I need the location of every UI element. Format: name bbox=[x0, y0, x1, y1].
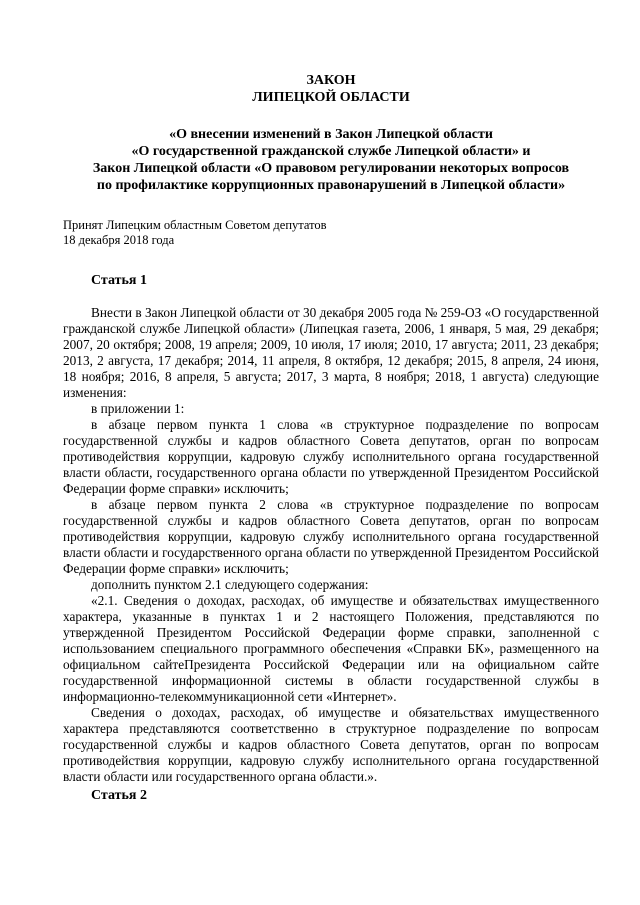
article-1-paragraph: дополнить пунктом 2.1 следующего содержания: bbox=[91, 577, 369, 592]
article-2-heading: Статья 2 bbox=[91, 788, 147, 803]
article-1-body bbox=[63, 305, 599, 785]
article-1-heading: Статья 1 bbox=[91, 273, 147, 288]
subtitle-line-4: по профилактике коррупционных правонарушений в Липецкой области» bbox=[96, 178, 566, 193]
law-title bbox=[63, 72, 599, 106]
law-title-line-2: ЛИПЕЦКОЙ ОБЛАСТИ bbox=[252, 90, 410, 105]
article-1-paragraph: в абзаце первом пункта 1 слова «в структурное подразделение по вопросам государственной службы и кадров областного Совета депутатов, орган по вопросам противодействия коррупции, кадровую службу исполнительного органа государственной власти области, государственного органа области по утвержденной Президентом Российской Федерации форме справки» исключить; bbox=[63, 417, 599, 496]
article-1-paragraph: Внести в Закон Липецкой области от 30 декабря 2005 года № 259-ОЗ «О государственной гражданской службе Липецкой области» (Липецкая газета, 2006, 1 января, 5 мая, 29 декабря; 2007, 20 октября; 2008, 19 апреля; 2009, 10 июля, 17 июля; 2010, 17 августа; 2011, 23 декабря; 2013, 2 августа, 17 декабря; 2014, 11 апреля, 8 октября, 12 декабря; 2015, 8 апреля, 24 июня, 18 ноября; 2016, 8 апреля, 5 августа; 2017, 3 марта, 8 ноября; 2018, 1 августа) следующие изменения: bbox=[63, 305, 599, 400]
adoption-date: 18 декабря 2018 года bbox=[63, 233, 175, 247]
article-1-paragraph: в приложении 1: bbox=[91, 401, 185, 416]
law-subtitle bbox=[63, 126, 599, 194]
subtitle-line-2: «О государственной гражданской службе Липецкой области» и bbox=[131, 144, 531, 159]
article-1-paragraph: «2.1. Сведения о доходах, расходах, об имуществе и обязательствах имущественного характера, указанные в пунктах 1 и 2 настоящего Положения, представляются по утвержденной Президентом Российской Федерации форме справки, заполненной с использованием специального программного обеспечения «Справки БК», размещенного на официальном сайтеПрезидента Российской Федерации или на официальном сайте государственной информационной системы в области государственной службы в информационно-телекоммуникационной сети «Интернет». bbox=[63, 593, 599, 704]
adoption-note-line-1: Принят Липецким областным Советом депутатов bbox=[63, 218, 327, 232]
law-title-line-1: ЗАКОН bbox=[306, 73, 356, 88]
adoption-note bbox=[63, 218, 599, 248]
subtitle-line-3: Закон Липецкой области «О правовом регулировании некоторых вопросов bbox=[92, 161, 570, 176]
document-page bbox=[63, 72, 599, 804]
article-1-paragraph: Сведения о доходах, расходах, об имуществе и обязательствах имущественного характера представляются соответственно в структурное подразделение по вопросам государственной службы и кадров областного Совета депутатов, орган по вопросам противодействия коррупции, кадровую службу исполнительного органа государственной власти области или государственного органа области.». bbox=[63, 705, 599, 784]
article-1-paragraph: в абзаце первом пункта 2 слова «в структурное подразделение по вопросам государственной службы и кадров областного Совета депутатов, орган по вопросам противодействия коррупции, кадровую службу исполнительного органа государственной власти области и государственного органа области по утвержденной Президентом Российской Федерации форме справки» исключить; bbox=[63, 497, 599, 576]
subtitle-line-1: «О внесении изменений в Закон Липецкой области bbox=[169, 127, 493, 142]
